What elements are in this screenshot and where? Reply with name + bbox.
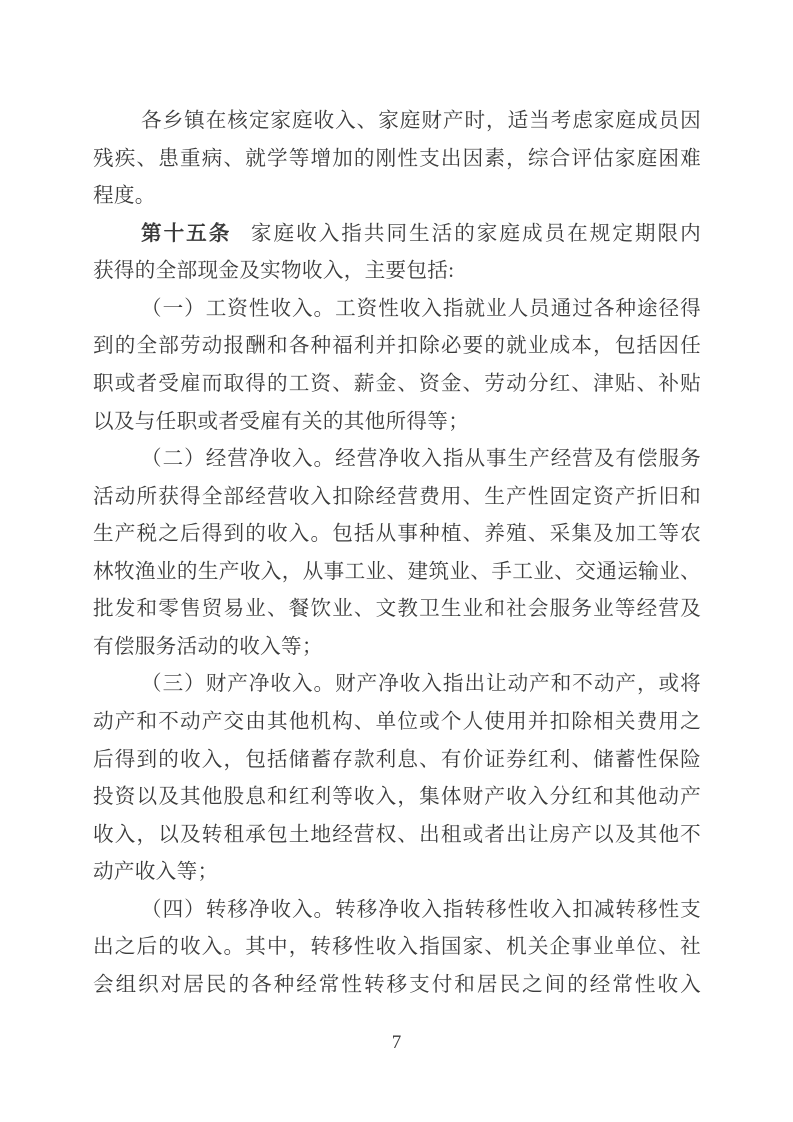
text-line: [93, 779, 701, 817]
text-segment: 生产税之后得到的收入。包括从事种植、养殖、采集及加工等农: [93, 523, 701, 546]
text-segment: 林牧渔业的生产收入，从事工业、建筑业、手工业、交通运输业、: [93, 560, 701, 583]
text-line: [93, 253, 701, 291]
text-line: [93, 967, 701, 1005]
text-line: [93, 854, 701, 892]
text-segment: （二）经营净收入。经营净收入指从事生产经营及有偿服务: [141, 448, 701, 471]
text-line: [93, 328, 701, 366]
page-footer: [0, 1032, 793, 1062]
text-line: [93, 103, 701, 141]
text-line: [93, 591, 701, 629]
text-line: [93, 441, 701, 479]
text-line: [93, 291, 701, 329]
text-segment: 投资以及其他股息和红利等收入，集体财产收入分红和其他动产: [93, 786, 701, 809]
text-line: [93, 892, 701, 930]
text-segment: 家庭收入指共同生活的家庭成员在规定期限内: [250, 222, 701, 245]
text-segment: 会组织对居民的各种经常性转移支付和居民之间的经常性收入: [93, 973, 701, 996]
text-segment: 到的全部劳动报酬和各种福利并扣除必要的就业成本，包括因任: [93, 335, 701, 358]
text-line: [93, 516, 701, 554]
text-segment: 动产和不动产交由其他机构、单位或个人使用并扣除相关费用之: [93, 711, 701, 733]
text-line: [93, 366, 701, 404]
page-number: 7: [391, 1032, 402, 1053]
text-line: [93, 404, 701, 442]
text-segment: 各乡镇在核定家庭收入、家庭财产时，适当考虑家庭成员因: [141, 110, 701, 132]
text-segment: 获得的全部现金及实物收入，主要包括:: [93, 260, 455, 283]
text-line: [93, 817, 701, 855]
text-line: [93, 666, 701, 704]
text-segment: 后得到的收入，包括储蓄存款利息、有价证券红利、储蓄性保险: [93, 748, 701, 771]
text-line: [93, 742, 701, 780]
text-line: [93, 178, 701, 216]
text-segment: 残疾、患重病、就学等增加的刚性支出因素，综合评估家庭困难: [93, 147, 701, 170]
text-segment: 职或者受雇而取得的工资、薪金、资金、劳动分红、津贴、补贴: [93, 372, 701, 395]
text-segment: 程度。: [93, 185, 156, 208]
text-segment: 以及与任职或者受雇有关的其他所得等；: [93, 410, 470, 433]
text-line: [93, 141, 701, 179]
text-line: [93, 554, 701, 592]
text-segment: 活动所获得全部经营收入扣除经营费用、生产性固定资产折旧和: [93, 485, 701, 508]
text-segment: 批发和零售贸易业、餐饮业、文教卫生业和社会服务业等经营及: [93, 598, 701, 621]
article-number-label: 第十五条: [141, 222, 232, 245]
text-segment: 收入，以及转租承包土地经营权、出租或者出让房产以及其他不: [93, 823, 701, 846]
text-segment: （三）财产净收入。财产净收入指出让动产和不动产，或将: [141, 673, 701, 696]
text-segment: 动产收入等；: [93, 861, 219, 884]
text-segment: （一）工资性收入。工资性收入指就业人员通过各种途径得: [141, 297, 701, 320]
text-line: [93, 704, 701, 742]
text-segment: （四）转移净收入。转移净收入指转移性收入扣减转移性支: [141, 898, 701, 921]
text-line: [93, 479, 701, 517]
text-line: [93, 929, 701, 967]
text-line: [93, 216, 701, 254]
text-segment: 出之后的收入。其中，转移性收入指国家、机关企事业单位、社: [93, 936, 701, 959]
text-segment: 有偿服务活动的收入等；: [93, 635, 323, 658]
text-line: [93, 629, 701, 667]
document-body: [93, 103, 701, 1005]
